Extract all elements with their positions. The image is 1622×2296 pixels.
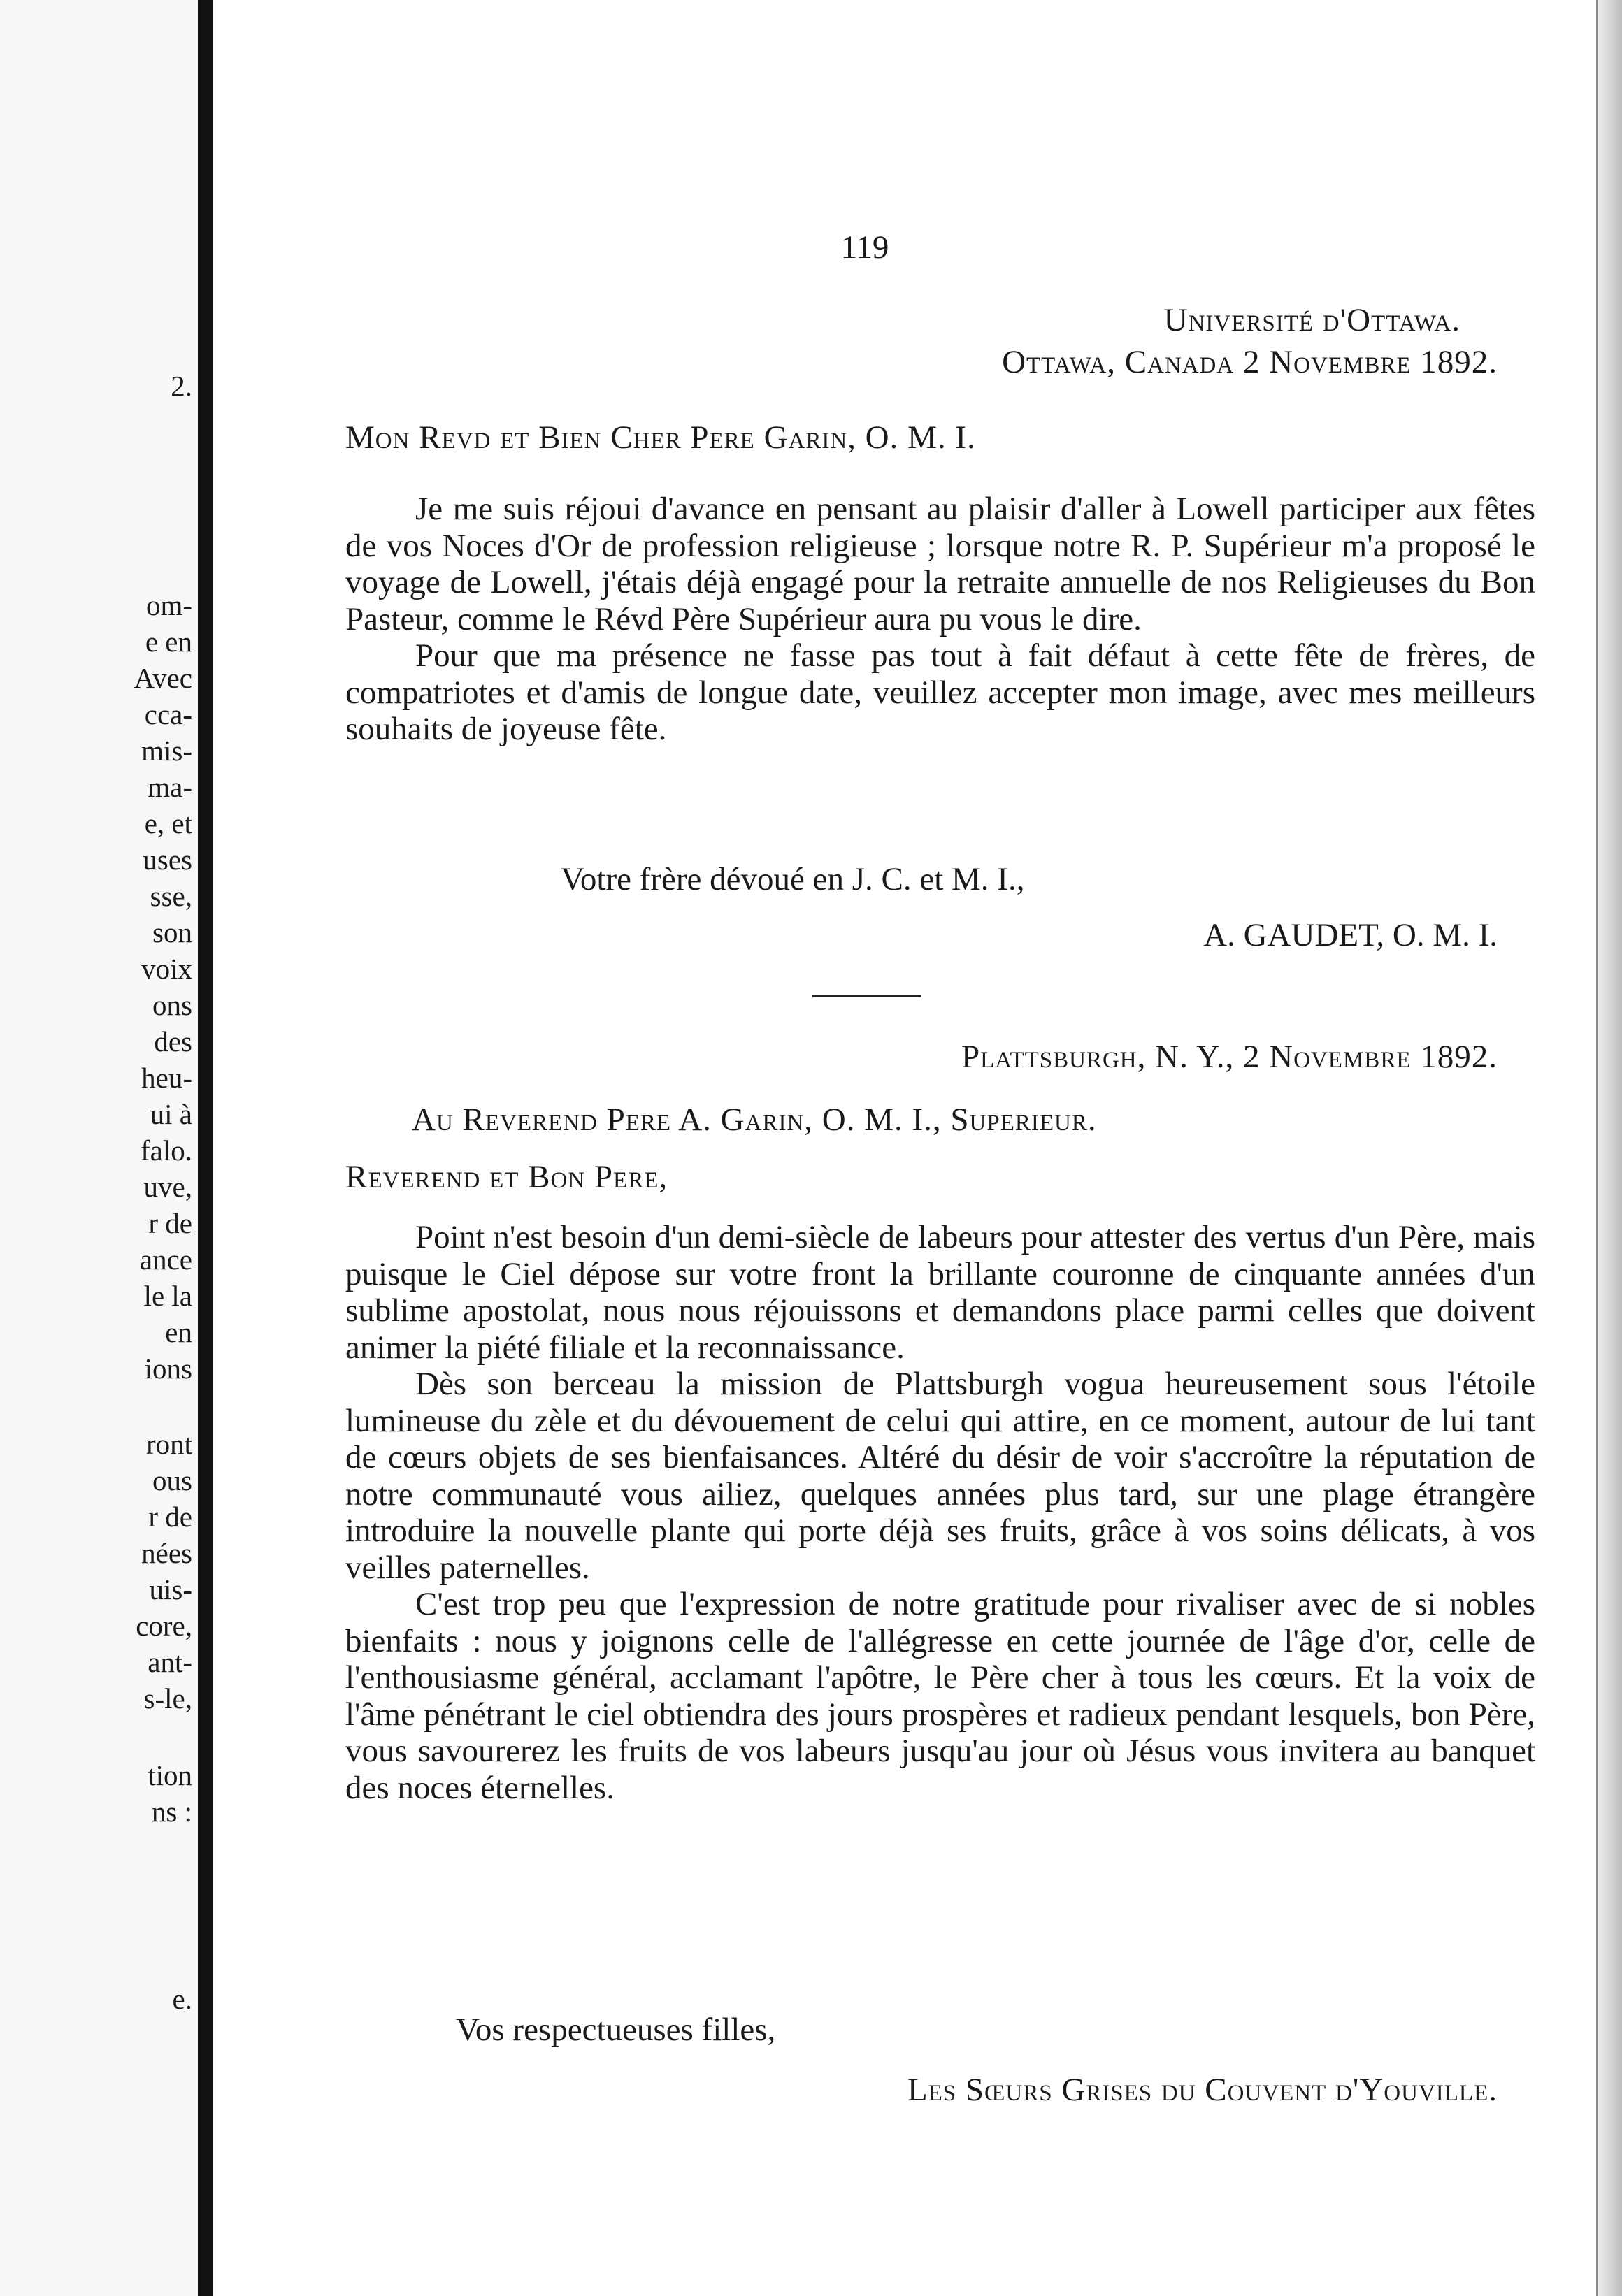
left-fragment: heu-	[141, 1062, 192, 1094]
left-fragment: r de	[148, 1501, 192, 1533]
left-fragment: ant-	[148, 1646, 192, 1678]
page-edge-shadow	[1598, 0, 1622, 2296]
left-fragment: ma-	[148, 771, 192, 803]
left-fragment: e, et	[144, 807, 192, 839]
left-fragment: ui à	[150, 1098, 192, 1130]
left-fragment: ance	[139, 1243, 192, 1276]
left-fragment: tion	[148, 1759, 192, 1791]
left-fragment: uve,	[143, 1171, 192, 1203]
left-fragment: e en	[145, 626, 192, 658]
left-fragment: voix	[141, 953, 192, 985]
left-fragment: ns :	[151, 1796, 192, 1828]
left-fragment: des	[154, 1025, 192, 1057]
left-fragment: son	[152, 916, 192, 948]
left-fragment: ront	[145, 1428, 192, 1460]
left-fragment: ons	[152, 989, 192, 1021]
page-number: 119	[840, 229, 889, 266]
left-fragment: 2.	[171, 370, 192, 402]
book-gutter	[198, 0, 213, 2296]
letter2-body	[345, 1219, 1535, 1806]
letter2-paragraph: Point n'est besoin d'un demi-siècle de labeurs pour attester des vertus d'un Père, mais puisque le Ciel dépose sur votre front la brillante couronne de cinquante années d'un sublime apostolat, nous nous réjouissons et demandons place parmi celles que doivent animer la piété filiale et la reconnaissance.	[345, 1219, 1535, 1366]
left-fragment: en	[165, 1316, 192, 1348]
left-fragment: sse,	[150, 880, 192, 912]
letter2-salutation: Reverend et Bon Pere,	[345, 1159, 668, 1195]
left-fragment: falo.	[141, 1134, 192, 1167]
letter2-closing: Vos respectueuses filles,	[456, 2012, 776, 2048]
left-fragment: cca-	[144, 698, 192, 730]
letter2-place-date: Plattsburgh, N. Y., 2 Novembre 1892.	[961, 1039, 1498, 1075]
left-fragment: uis-	[149, 1573, 192, 1605]
left-fragment: r de	[148, 1207, 192, 1239]
left-fragment: ions	[144, 1352, 192, 1385]
left-fragment: uses	[143, 844, 192, 876]
letter2-addressee: Au Reverend Pere A. Garin, O. M. I., Superieur.	[412, 1102, 1097, 1138]
letter2-paragraph: Dès son berceau la mission de Plattsburgh vogua heureusement sous l'étoile lumineuse du zèle et du dévouement de celui qui attire, en ce moment, autour de lui tant de cœurs objets de ses bienfaisances. Altéré du désir de voir s'accroître la réputation de notre communauté vous ailiez, quelques années plus tard, sur une plage étrangère introduire la nouvelle plante qui porte déjà ses fruits, grâce à vos soins délicats, à vos veilles paternelles.	[345, 1366, 1535, 1586]
left-fragment: mis-	[141, 735, 192, 767]
letter1-salutation: Mon Revd et Bien Cher Pere Garin, O. M. I.	[345, 419, 976, 456]
letter1-paragraph: Je me suis réjoui d'avance en pensant au plaisir d'aller à Lowell participer aux fêtes de vos Noces d'Or de profession religieuse ; lorsque notre R. P. Supérieur m'a proposé le voyage de Lowell, j'étais déjà engagé pour la retraite annuelle de nos Religieuses du Bon Pasteur, comme le Révd Père Supérieur aura pu vous le dire.	[345, 491, 1535, 637]
letter2-signature: Les Sœurs Grises du Couvent d'Youville.	[907, 2072, 1498, 2108]
left-fragment: e.	[172, 1983, 192, 2015]
letter2-paragraph: C'est trop peu que l'expression de notre gratitude pour rivaliser avec de si nobles bienfaits : nous y joignons celle de l'allégresse en cette journée de l'âge d'or, celle de l'enthousiasme général, acclamant l'apôtre, le Père cher à tous les cœurs. Et la voix de l'âme pénétrant le ciel obtiendra des jours prospères et radieux pendant lesquels, bon Père, vous savourerez les fruits de vos labeurs jusqu'au jour où Jésus vous invitera au banquet des noces éternelles.	[345, 1586, 1535, 1806]
letter1-signature: A. GAUDET, O. M. I.	[1203, 917, 1498, 953]
letter1-place-date: Ottawa, Canada 2 Novembre 1892.	[1002, 344, 1498, 380]
left-fragment: le la	[143, 1280, 192, 1312]
letter1-institution: Université d'Ottawa.	[1163, 302, 1460, 338]
page	[213, 0, 1572, 2296]
left-fragment: core,	[136, 1610, 192, 1642]
left-fragment: Avec	[134, 662, 192, 694]
left-fragment: s-le,	[143, 1682, 192, 1714]
left-fragment: nées	[141, 1537, 192, 1569]
left-fragment: ous	[152, 1464, 192, 1496]
facing-page-edge	[0, 0, 198, 2296]
letter1-paragraph: Pour que ma présence ne fasse pas tout à fait défaut à cette fête de frères, de compatriotes et d'amis de longue date, veuillez accepter mon image, avec mes meilleurs souhaits de joyeuse fête.	[345, 637, 1535, 747]
letter1-closing: Votre frère dévoué en J. C. et M. I.,	[561, 861, 1025, 897]
left-fragment: om-	[145, 589, 192, 621]
letter1-body	[345, 491, 1535, 748]
section-divider	[812, 995, 921, 997]
